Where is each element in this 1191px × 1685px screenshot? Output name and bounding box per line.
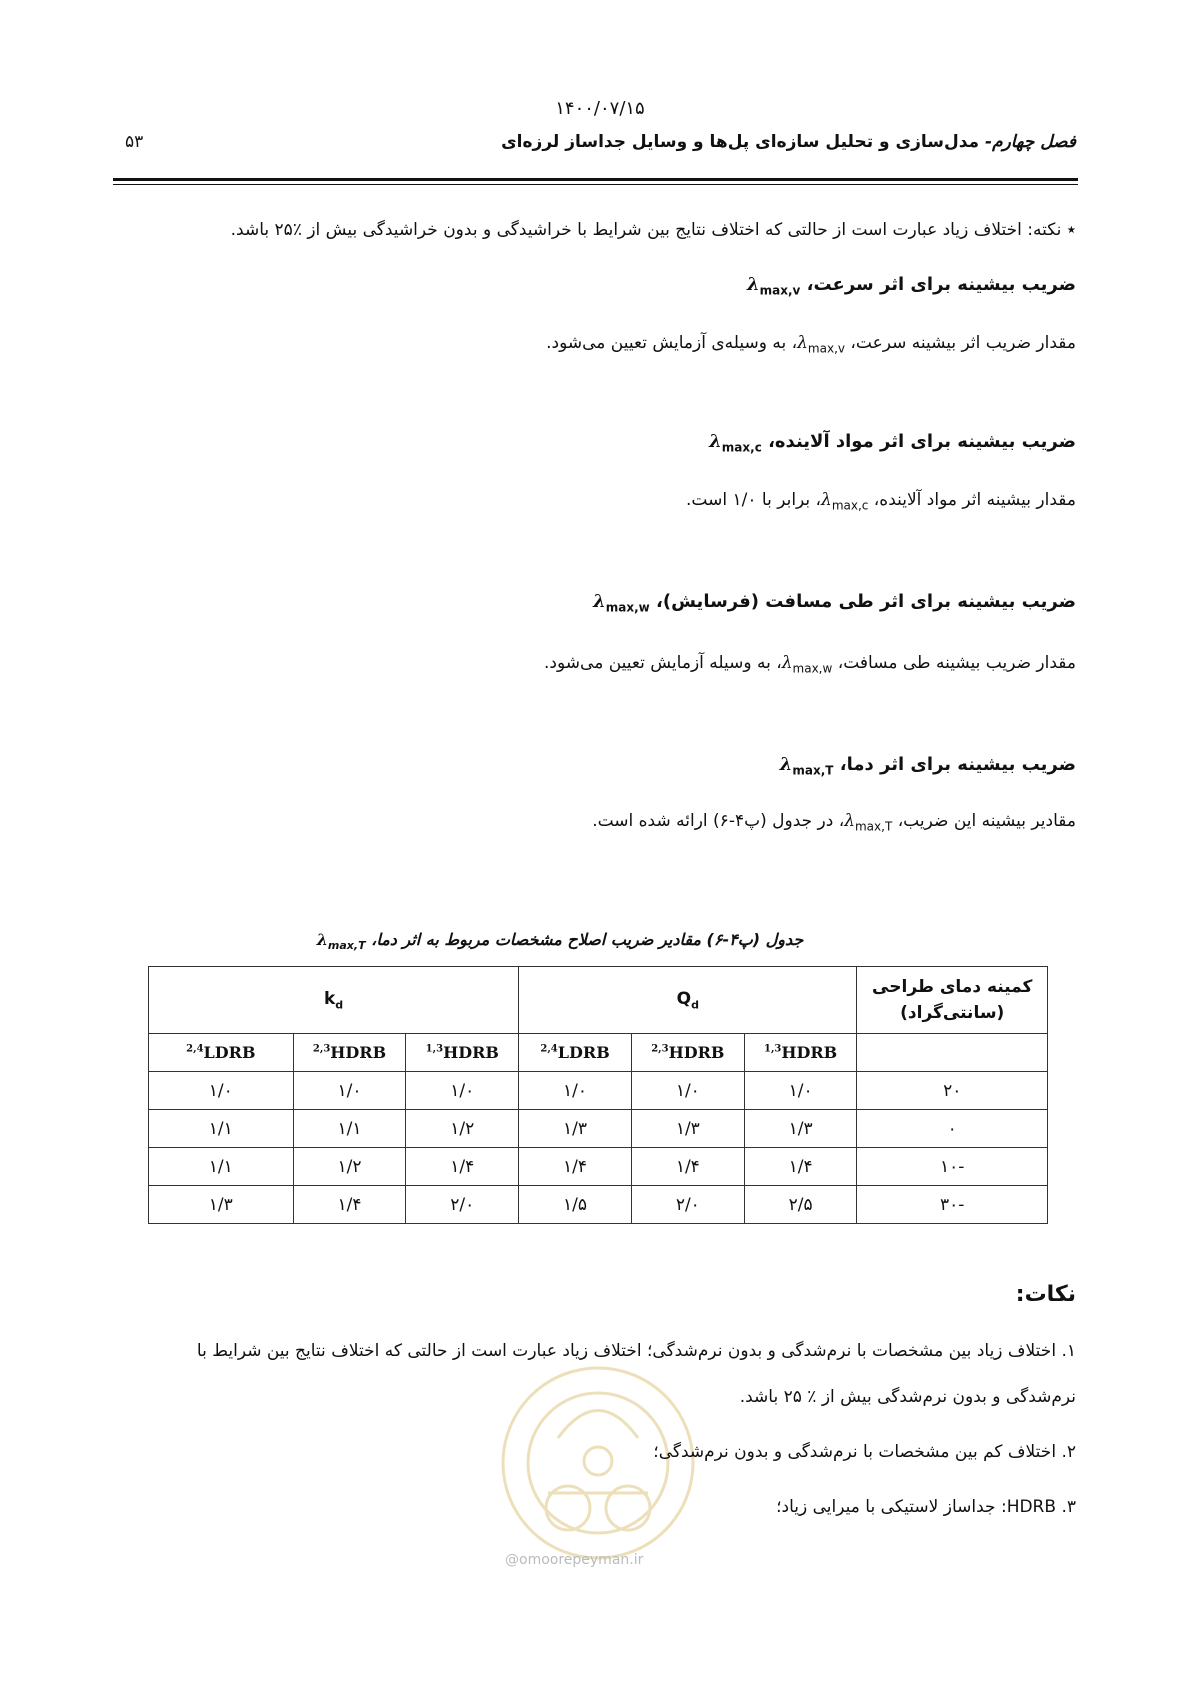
subheader-cell: $^{2,3}$HDRB — [293, 1034, 406, 1072]
page-number: ۵۳ — [125, 132, 144, 152]
table-header-row — [149, 967, 1048, 1034]
min-temp-header — [857, 967, 1048, 1034]
temp-cell: -۳۰ — [857, 1186, 1048, 1224]
value-cell: ۱/۰ — [406, 1072, 519, 1110]
body-text: مقدار ضریب اثر بیشینه سرعت، — [850, 333, 1076, 353]
header-rule-thick — [113, 178, 1078, 181]
value-cell: ۱/۳ — [744, 1110, 857, 1148]
lambda-subscript: max,T — [327, 939, 366, 953]
caption-text: جدول (پ۴-۶) مقادیر ضریب اصلاح مشخصات مربوط به اثر دما، — [371, 930, 804, 949]
k-subscript: d — [335, 998, 344, 1012]
value-cell: ۱/۳ — [631, 1110, 744, 1148]
lambda-symbol: λ — [747, 274, 760, 295]
q-letter: Q — [676, 988, 692, 1009]
body-text: ، به وسیله آزمایش تعیین می‌شود. — [544, 653, 782, 673]
body-text: ، برابر با ۱/۰ است. — [686, 490, 822, 510]
section-heading-wear — [593, 589, 1076, 621]
k-letter: k — [323, 988, 336, 1009]
section-body-temperature — [592, 808, 1076, 839]
lambda-symbol: λ — [316, 930, 328, 949]
value-cell: ۱/۲ — [293, 1148, 406, 1186]
lambda-subscript: max,c — [831, 498, 869, 513]
lambda-subscript: max,v — [807, 341, 845, 356]
subheader-cell: $^{2,3}$HDRB — [631, 1034, 744, 1072]
value-cell: ۱/۴ — [293, 1186, 406, 1224]
section-body-wear — [544, 650, 1076, 681]
value-cell: ۱/۱ — [149, 1110, 294, 1148]
subheader-cell: $^{1,3}$HDRB — [744, 1034, 857, 1072]
temp-cell: ۲۰ — [857, 1072, 1048, 1110]
value-cell: ۲/۵ — [744, 1186, 857, 1224]
header-line: کمینه دمای طراحی — [872, 977, 1033, 997]
value-cell: ۲/۰ — [406, 1186, 519, 1224]
lambda-symbol: λ — [821, 490, 832, 510]
kd-group-header — [149, 967, 519, 1034]
section-heading-speed — [747, 272, 1076, 304]
chapter-heading — [501, 132, 1076, 152]
section-heading-text: ضریب بیشینه برای اثر دما، — [839, 754, 1076, 775]
qd-group-header — [519, 967, 857, 1034]
table-row — [149, 1072, 1048, 1110]
temp-cell: ۰ — [857, 1110, 1048, 1148]
lambda-subscript: max,c — [721, 440, 762, 455]
section-heading-temperature — [780, 752, 1076, 784]
subheader-cell: $^{1,3}$HDRB — [406, 1034, 519, 1072]
section-body-contaminants — [686, 487, 1076, 518]
section-heading-text: ضریب بیشینه برای اثر سرعت، — [806, 274, 1076, 295]
value-cell: ۱/۳ — [519, 1110, 632, 1148]
section-heading-contaminants — [709, 429, 1076, 461]
table-row — [149, 1186, 1048, 1224]
note-item-1-line-1: ۱. اختلاف زیاد بین مشخصات با نرم‌شدگی و بدون نرم‌شدگی؛ اختلاف زیاد عبارت است از حالتی که اختلاف نتایج بین شرایط با — [196, 1341, 1076, 1361]
notes-title: نکات: — [1015, 1282, 1076, 1307]
value-cell: ۱/۴ — [406, 1148, 519, 1186]
note-item-3: ۳. HDRB: جداساز لاستیکی با میرایی زیاد؛ — [776, 1497, 1076, 1517]
value-cell: ۱/۰ — [744, 1072, 857, 1110]
value-cell: ۱/۲ — [406, 1110, 519, 1148]
lambda-symbol: λ — [781, 653, 793, 673]
body-text: مقادیر بیشینه این ضریب، — [897, 811, 1076, 831]
lambda-symbol: λ — [709, 431, 722, 452]
empty-subheader-cell — [857, 1034, 1048, 1072]
temp-cell: -۱۰ — [857, 1148, 1048, 1186]
note-item-2: ۲. اختلاف کم بین مشخصات با نرم‌شدگی و بدون نرم‌شدگی؛ — [653, 1442, 1076, 1462]
section-heading-text: ضریب بیشینه برای اثر مواد آلاینده، — [768, 431, 1076, 452]
subheader-cell: $^{2,4}$LDRB — [149, 1034, 294, 1072]
section-body-speed — [546, 330, 1076, 361]
note-line: ٭ نکته: اختلاف زیاد عبارت است از حالتی که اختلاف نتایج بین شرایط با خراشیدگی و بدون خراشیدگی بیش از ٪۲۵ باشد. — [230, 220, 1076, 240]
lambda-subscript: max,w — [605, 600, 650, 615]
value-cell: ۱/۰ — [519, 1072, 632, 1110]
lambda-subscript: max,w — [792, 661, 833, 676]
value-cell: ۱/۰ — [149, 1072, 294, 1110]
watermark-text: @omoorepeyman.ir — [505, 1552, 644, 1568]
table-row — [149, 1148, 1048, 1186]
lambda-symbol: λ — [797, 333, 808, 353]
value-cell: ۱/۰ — [631, 1072, 744, 1110]
table-caption — [290, 930, 830, 952]
chapter-title: مدل‌سازی و تحلیل سازه‌ای پل‌ها و وسایل جداساز لرزه‌ای — [501, 132, 980, 152]
value-cell: ۱/۵ — [519, 1186, 632, 1224]
body-text: ، در جدول (پ۴-۶) ارائه شده است. — [592, 811, 845, 831]
date: ۱۴۰۰/۰۷/۱۵ — [555, 98, 645, 119]
lambda-subscript: max,v — [759, 283, 801, 298]
body-text: مقدار ضریب بیشینه طی مسافت، — [837, 653, 1076, 673]
value-cell: ۱/۴ — [631, 1148, 744, 1186]
value-cell: ۱/۱ — [149, 1148, 294, 1186]
note-item-1-line-2: نرم‌شدگی و بدون نرم‌شدگی بیش از ٪ ۲۵ باشد. — [739, 1387, 1076, 1407]
value-cell: ۱/۴ — [519, 1148, 632, 1186]
lambda-subscript: max,T — [792, 763, 834, 778]
body-text: مقدار بیشینه اثر مواد آلاینده، — [873, 490, 1076, 510]
table-subheader-row — [149, 1034, 1048, 1072]
q-subscript: d — [691, 998, 699, 1012]
header-line: (سانتی‌گراد) — [900, 1003, 1005, 1023]
lambda-symbol: λ — [779, 754, 793, 775]
table-row — [149, 1110, 1048, 1148]
section-heading-text: ضریب بیشینه برای اثر طی مسافت (فرسایش)، — [656, 591, 1076, 612]
header-rule-thin — [113, 184, 1078, 185]
value-cell: ۱/۴ — [744, 1148, 857, 1186]
value-cell: ۱/۳ — [149, 1186, 294, 1224]
value-cell: ۱/۰ — [293, 1072, 406, 1110]
chapter-label: فصل چهارم- — [985, 132, 1076, 152]
value-cell: ۲/۰ — [631, 1186, 744, 1224]
value-cell: ۱/۱ — [293, 1110, 406, 1148]
lambda-symbol: λ — [844, 811, 855, 831]
body-text: ، به وسیله‌ی آزمایش تعیین می‌شود. — [546, 333, 798, 353]
subheader-cell: $^{2,4}$LDRB — [519, 1034, 632, 1072]
lambda-symbol: λ — [593, 591, 606, 612]
lambda-subscript: max,T — [854, 819, 893, 834]
temperature-factor-table — [148, 966, 1048, 1224]
